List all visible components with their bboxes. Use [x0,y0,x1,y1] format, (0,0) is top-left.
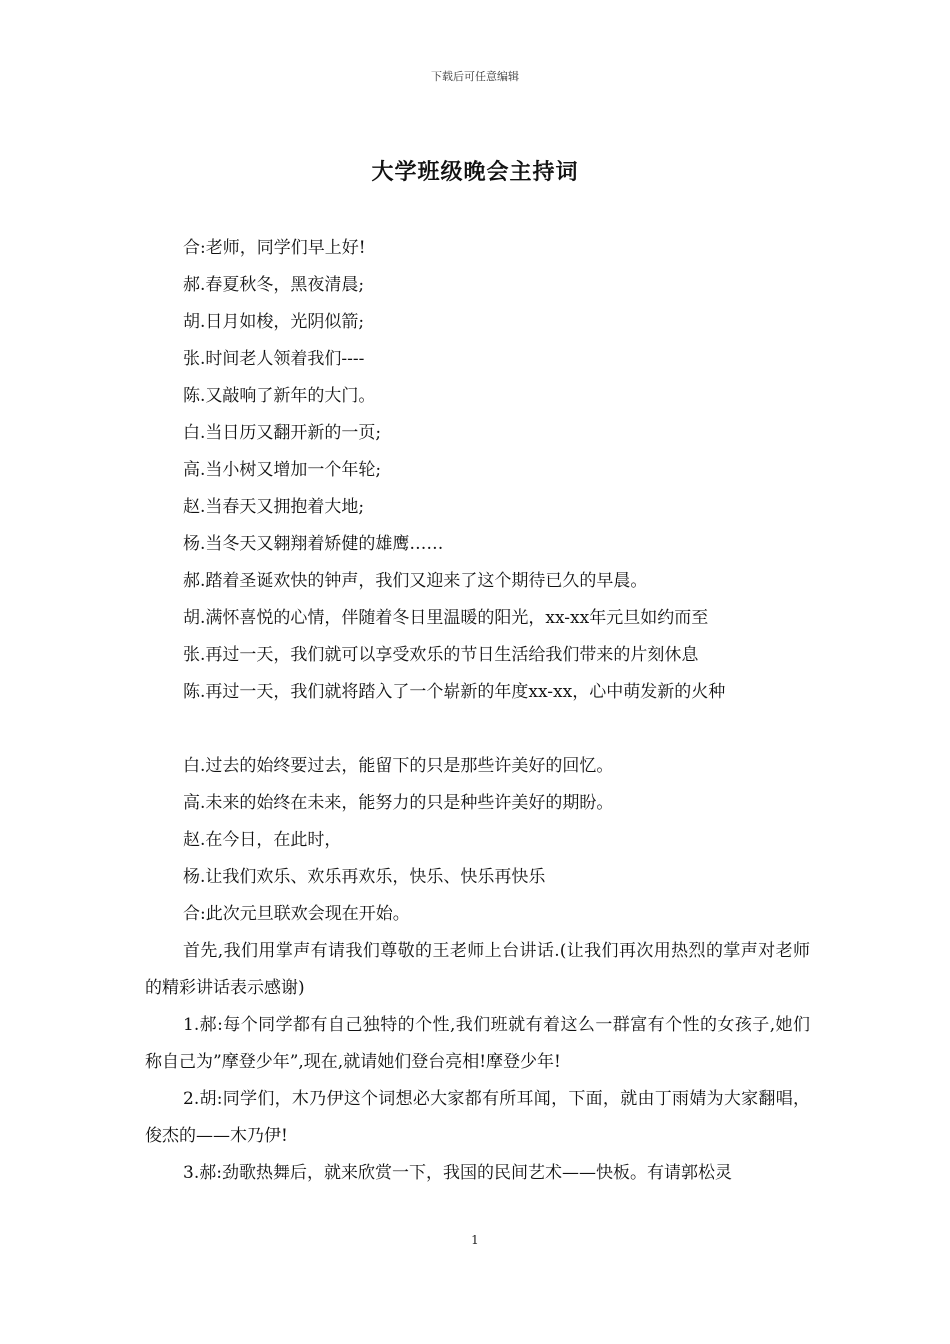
dialogue-line: 杨.当冬天又翱翔着矫健的雄鹰…… [183,534,444,554]
body-paragraph: 首先,我们用掌声有请我们尊敬的王老师上台讲话.(让我们再次用热烈的掌声对老师的精彩讲话表示感谢) [145,941,810,998]
body-paragraph: 1.郝:每个同学都有自己独特的个性,我们班就有着这么一群富有个性的女孩子,她们称自己为”摩登少年”,现在,就请她们登台亮相!摩登少年! [145,1015,810,1072]
dialogue-line: 白.过去的始终要过去，能留下的只是那些许美好的回忆。 [183,756,614,776]
dialogue-line: 赵.在今日，在此时， [183,830,342,850]
dialogue-line: 张.再过一天，我们就可以享受欢乐的节日生活给我们带来的片刻休息 [183,645,699,665]
dialogue-line: 郝.踏着圣诞欢快的钟声，我们又迎来了这个期待已久的早晨。 [183,571,648,591]
dialogue-line: 白.当日历又翻开新的一页; [183,423,382,443]
header-note: 下载后可任意编辑 [431,70,519,83]
page-number: 1 [471,1233,479,1247]
dialogue-line: 合:此次元旦联欢会现在开始。 [183,904,410,924]
dialogue-line: 陈.再过一天，我们就将踏入了一个崭新的年度xx-xx，心中萌发新的火种 [183,682,726,702]
dialogue-line: 杨.让我们欢乐、欢乐再欢乐，快乐、快乐再快乐 [183,867,546,887]
dialogue-line: 郝.春夏秋冬，黑夜清晨; [183,275,365,295]
dialogue-line: 赵.当春天又拥抱着大地; [183,497,365,517]
dialogue-line: 高.当小树又增加一个年轮; [183,460,382,480]
dialogue-line: 张.时间老人领着我们---- [183,349,365,369]
dialogue-line: 高.未来的始终在未来，能努力的只是种些许美好的期盼。 [183,793,614,813]
dialogue-line: 胡.满怀喜悦的心情，伴随着冬日里温暖的阳光，xx-xx年元旦如约而至 [183,608,709,628]
dialogue-line: 胡.日月如梭，光阴似箭; [183,312,365,332]
dialogue-line: 陈.又敲响了新年的大门。 [183,386,376,406]
document-body [145,230,810,1192]
dialogue-line: 合:老师，同学们早上好! [183,238,366,258]
body-paragraph: 2.胡:同学们，木乃伊这个词想必大家都有所耳闻，下面，就由丁雨婧为大家翻唱，俊杰的——木乃伊! [145,1089,810,1146]
document-title: 大学班级晚会主持词 [371,159,579,185]
body-paragraph: 3.郝:劲歌热舞后，就来欣赏一下，我国的民间艺术——快板。有请郭松灵 [183,1163,732,1183]
